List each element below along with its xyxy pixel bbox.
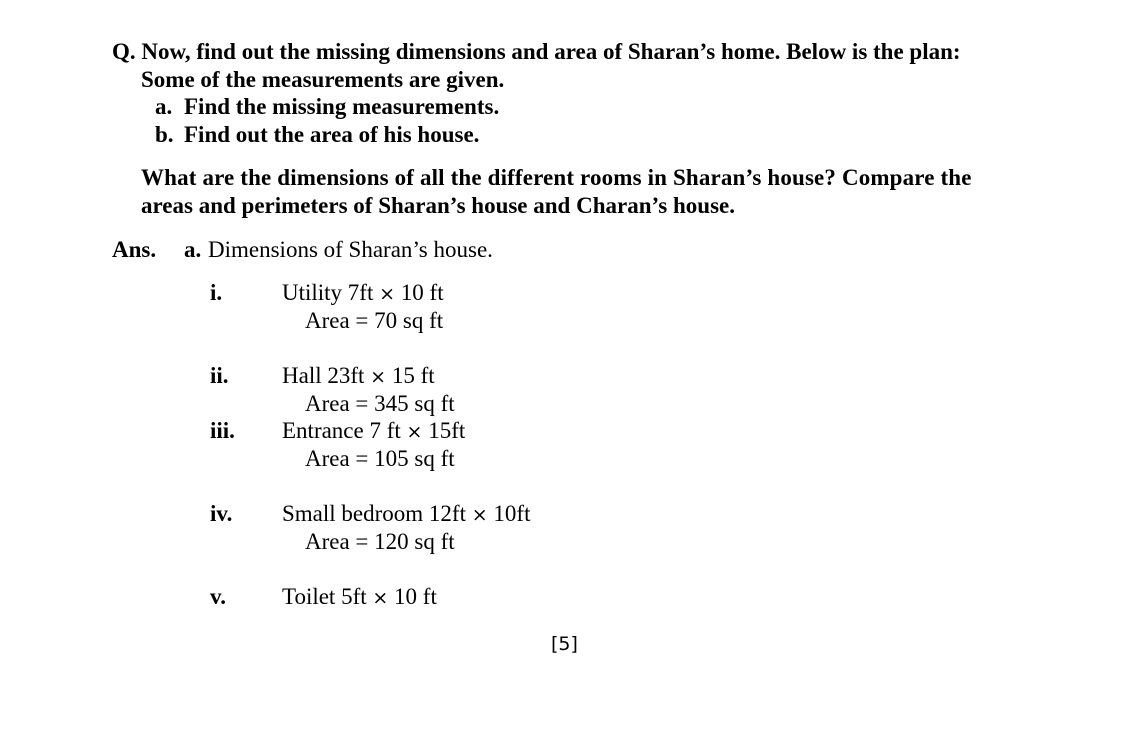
multiply-sign: × bbox=[370, 366, 387, 388]
part-a-text: Find the missing measurements. bbox=[184, 94, 500, 119]
multiply-sign: × bbox=[379, 283, 396, 305]
room-name: Utility 7ft bbox=[282, 280, 374, 305]
room-dimensions bbox=[282, 363, 435, 390]
multiply-sign: × bbox=[372, 587, 389, 609]
part-b-marker: b. bbox=[155, 122, 174, 147]
question-line-1: Q. Now, find out the missing dimensions and area of Sharan’s home. Below is the plan: bbox=[112, 39, 961, 64]
room-numeral: iv. bbox=[210, 501, 233, 526]
room-numeral: ii. bbox=[210, 363, 229, 388]
room-dimensions bbox=[282, 584, 437, 611]
room-area: Area = 105 sq ft bbox=[305, 446, 455, 471]
room-name: Small bedroom 12ft bbox=[282, 501, 466, 526]
part-b-text: Find out the area of his house. bbox=[184, 122, 480, 147]
room-numeral: iii. bbox=[210, 418, 235, 443]
room-area: Area = 120 sq ft bbox=[305, 529, 455, 554]
page-number: [5] bbox=[551, 633, 578, 655]
followup-question-line-1: What are the dimensions of all the different rooms in Sharan’s house? Compare the bbox=[141, 165, 972, 190]
room-name: Toilet 5ft bbox=[282, 584, 367, 609]
answer-part-marker: a. bbox=[184, 237, 202, 262]
room-name: Hall 23ft bbox=[282, 363, 365, 388]
answer-label: Ans. bbox=[112, 237, 157, 262]
answer-part-text: Dimensions of Sharan’s house. bbox=[208, 237, 493, 262]
room-dimension-2: 15 ft bbox=[391, 363, 435, 388]
room-dimension-2: 15ft bbox=[428, 418, 466, 443]
followup-question-line-2: areas and perimeters of Sharan’s house and Charan’s house. bbox=[141, 193, 736, 218]
room-numeral: v. bbox=[210, 584, 226, 609]
room-area: Area = 70 sq ft bbox=[305, 308, 444, 333]
room-name: Entrance 7 ft bbox=[282, 418, 401, 443]
room-dimensions bbox=[282, 418, 465, 445]
room-dimensions bbox=[282, 501, 530, 528]
room-dimension-2: 10ft bbox=[493, 501, 531, 526]
room-dimensions bbox=[282, 280, 444, 307]
room-area: Area = 345 sq ft bbox=[305, 391, 455, 416]
multiply-sign: × bbox=[471, 504, 488, 526]
room-dimension-2: 10 ft bbox=[394, 584, 437, 609]
question-line-2: Some of the measurements are given. bbox=[141, 67, 505, 92]
room-dimension-2: 10 ft bbox=[400, 280, 444, 305]
multiply-sign: × bbox=[406, 421, 423, 443]
part-a-marker: a. bbox=[155, 94, 173, 119]
room-numeral: i. bbox=[210, 280, 223, 305]
